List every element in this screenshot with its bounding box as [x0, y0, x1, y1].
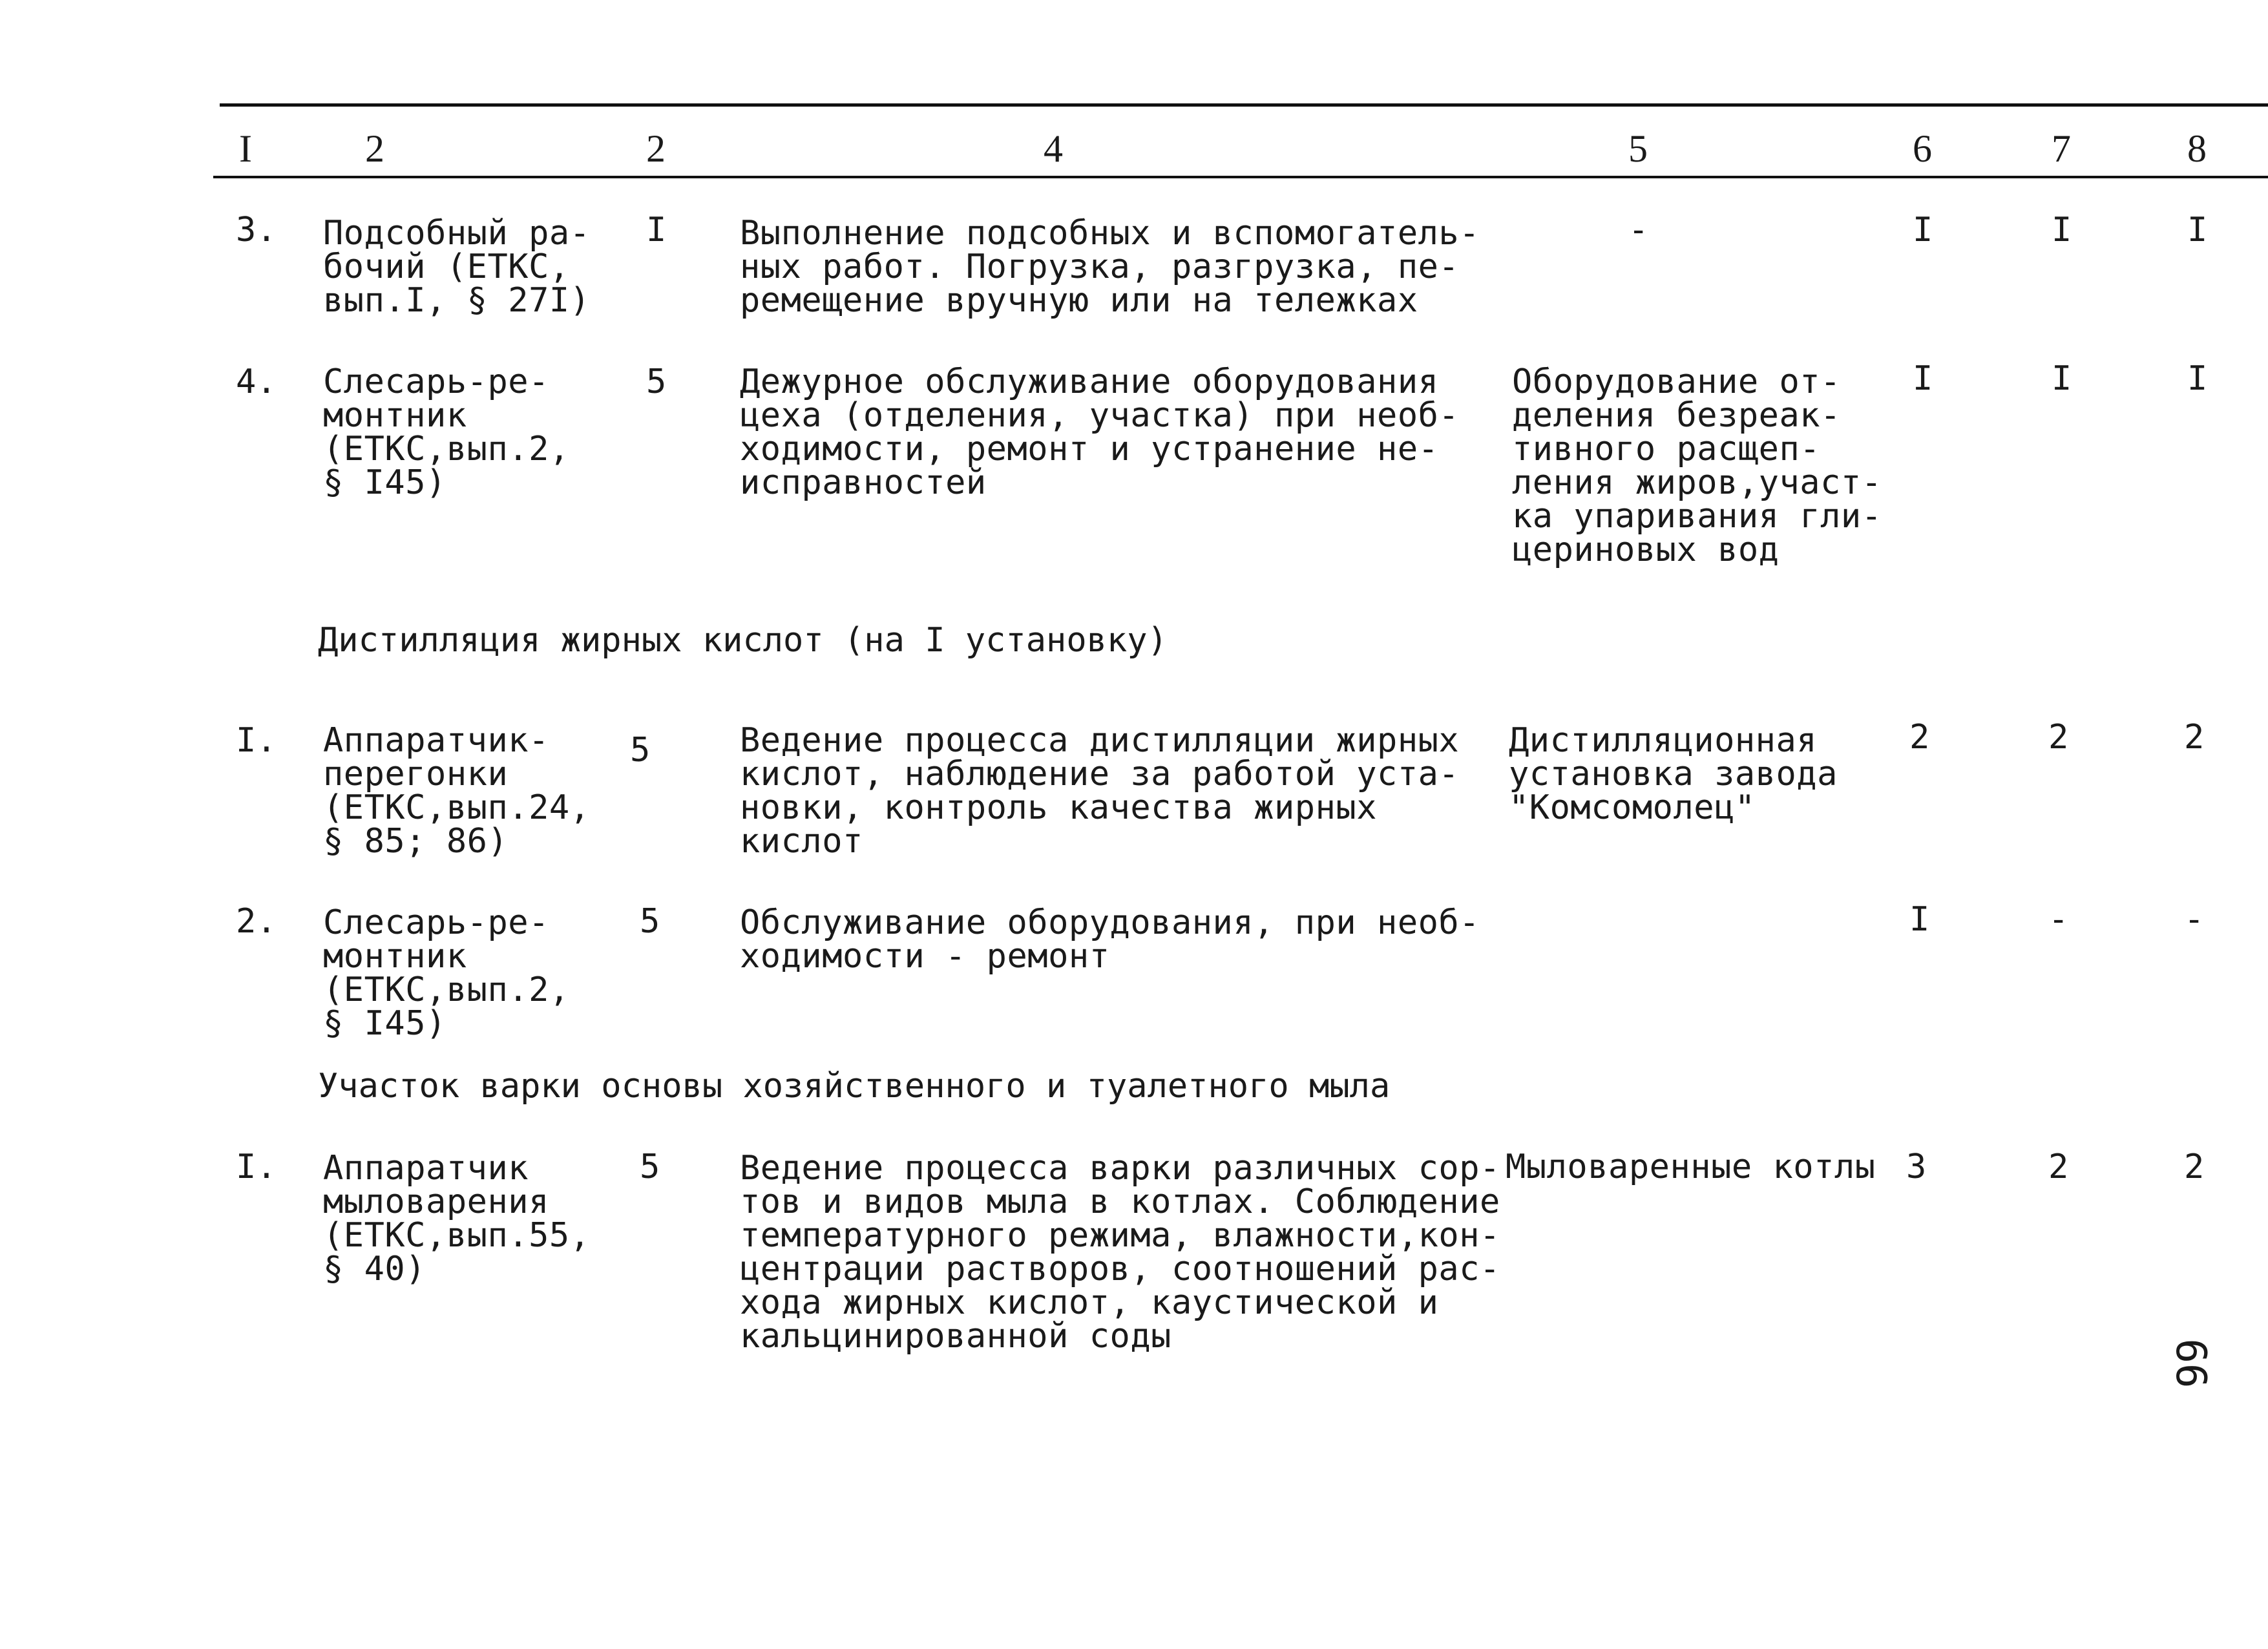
duties-line: центрации растворов, соотношений рас-	[740, 1250, 1500, 1288]
position-name-line: монтник	[323, 396, 467, 435]
position-name-line: монтник	[323, 937, 467, 976]
count-col-7: 2	[2048, 1148, 2069, 1186]
position-name-line: § 85; 86)	[323, 822, 509, 861]
duties-line: Ведение процесса дистилляции жирных	[740, 721, 1460, 760]
duties-line: температурного режима, влажности,кон-	[740, 1216, 1500, 1255]
duties-line: хода жирных кислот, каустической и	[740, 1283, 1439, 1322]
count-col-7: -	[2048, 900, 2069, 939]
count-col-6: 3	[1906, 1148, 1927, 1186]
position-name-line: (ЕТКС,вып.55,	[323, 1216, 591, 1255]
position-name-line: бочий (ЕТКС,	[323, 247, 570, 286]
equipment-line: Оборудование от-	[1512, 362, 1841, 401]
grade: I	[646, 211, 667, 249]
count-col-7: 2	[2048, 718, 2069, 757]
duties-line: исправностей	[740, 463, 987, 502]
header-col-2: 2	[365, 127, 384, 170]
equipment-line: цериновых вод	[1512, 530, 1780, 569]
row-number: I.	[236, 721, 277, 760]
count-col-6: I	[1913, 359, 1933, 398]
position-name-line: Слесарь-ре-	[323, 362, 549, 401]
position-name-line: (ЕТКС,вып.2,	[323, 971, 570, 1009]
position-name-line: Подсобный ра-	[323, 214, 591, 253]
duties-line: новки, контроль качества жирных	[740, 788, 1378, 827]
count-col-8: I	[2187, 359, 2208, 398]
duties-line: Ведение процесса варки различных сор-	[740, 1149, 1500, 1188]
position-name-line: Аппаратчик-	[323, 721, 549, 760]
position-name-line: (ЕТКС,вып.2,	[323, 430, 570, 468]
equipment-line: Мыловаренные котлы	[1506, 1148, 1876, 1186]
equipment-line: тивного расщеп-	[1512, 430, 1821, 468]
position-name-line: § I45)	[323, 463, 446, 502]
row-number: I.	[236, 1148, 277, 1186]
count-col-8: -	[2184, 900, 2205, 939]
header-col-7: 7	[2052, 127, 2071, 170]
position-name-line: § 40)	[323, 1250, 426, 1288]
grade: 5	[640, 1148, 660, 1186]
duties-line: Дежурное обслуживание оборудования	[740, 362, 1439, 401]
count-col-6: I	[1913, 211, 1933, 249]
position-name-line: (ЕТКС,вып.24,	[323, 788, 591, 827]
equipment-line: ления жиров,участ-	[1512, 463, 1882, 502]
position-name-line: § I45)	[323, 1004, 446, 1043]
count-col-6: I	[1909, 900, 1930, 939]
equipment-line: установка завода	[1509, 755, 1838, 793]
position-name-line: перегонки	[323, 755, 509, 793]
duties-line: кислот	[740, 822, 863, 861]
equipment-line: "Комсомолец"	[1509, 788, 1756, 827]
duties-line: Выполнение подсобных и вспомогатель-	[740, 214, 1480, 253]
duties-line: кислот, наблюдение за работой уста-	[740, 755, 1460, 793]
grade: 5	[640, 902, 660, 941]
position-name-line: Слесарь-ре-	[323, 903, 549, 942]
position-name-line: вып.I, § 27I)	[323, 281, 591, 320]
duties-line: ремещение вручную или на тележках	[740, 281, 1418, 320]
count-col-7: I	[2052, 211, 2072, 249]
duties-line: ходимости - ремонт	[740, 937, 1110, 976]
count-col-7: I	[2052, 359, 2072, 398]
duties-line: ходимости, ремонт и устранение не-	[740, 430, 1439, 468]
header-col-4: 4	[1044, 127, 1063, 170]
duties-line: Обслуживание оборудования, при необ-	[740, 903, 1480, 942]
header-col-1: I	[239, 127, 252, 170]
section-title: Участок варки основы хозяйственного и туалетного мыла	[318, 1067, 1391, 1106]
section-title: Дистилляция жирных кислот (на I установку)	[318, 621, 1168, 660]
header-bottom-rule	[213, 176, 2268, 178]
count-col-8: 2	[2184, 1148, 2205, 1186]
equipment-line: деления безреак-	[1512, 396, 1841, 435]
page-number: 66	[2167, 1338, 2214, 1389]
header-top-rule	[220, 103, 2268, 107]
grade: 5	[630, 731, 651, 770]
duties-line: цеха (отделения, участка) при необ-	[740, 396, 1460, 435]
count-col-6: 2	[1909, 718, 1930, 757]
equipment-line: -	[1628, 211, 1649, 249]
position-name-line: Аппаратчик	[323, 1149, 529, 1188]
row-number: 3.	[236, 211, 277, 249]
header-col-3: 2	[646, 127, 666, 170]
grade: 5	[646, 362, 667, 401]
row-number: 2.	[236, 902, 277, 941]
duties-line: кальцинированной соды	[740, 1317, 1171, 1356]
count-col-8: 2	[2184, 718, 2205, 757]
duties-line: ных работ. Погрузка, разгрузка, пе-	[740, 247, 1460, 286]
equipment-line: Дистилляционная	[1509, 721, 1818, 760]
position-name-line: мыловарения	[323, 1182, 549, 1221]
duties-line: тов и видов мыла в котлах. Соблюдение	[740, 1182, 1500, 1221]
equipment-line: ка упаривания гли-	[1512, 497, 1882, 536]
row-number: 4.	[236, 362, 277, 401]
header-col-5: 5	[1628, 127, 1648, 170]
header-col-6: 6	[1913, 127, 1932, 170]
header-col-8: 8	[2187, 127, 2207, 170]
count-col-8: I	[2187, 211, 2208, 249]
